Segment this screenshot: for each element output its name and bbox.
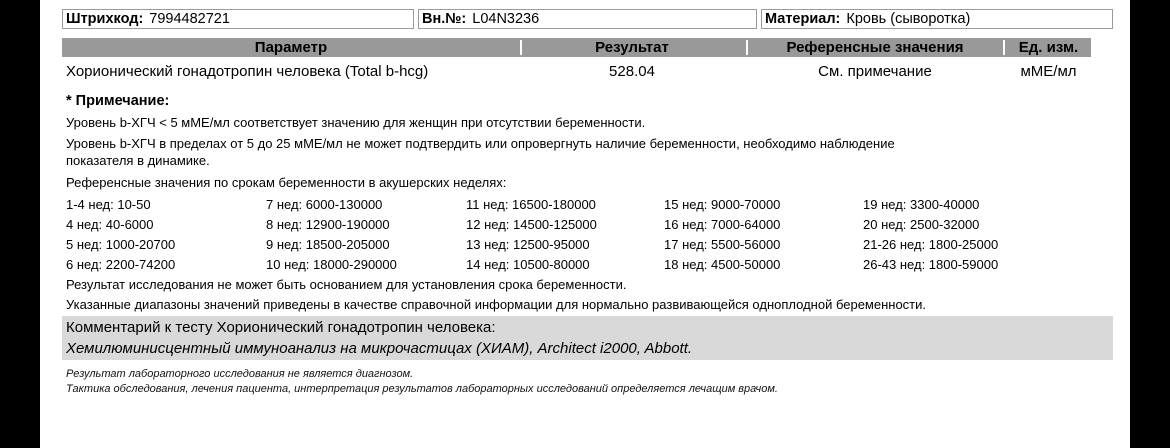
column-header-reference: Референсные значения [786,39,964,56]
table-row [62,62,1091,82]
week-range: 13 нед: 12500-95000 [466,237,590,252]
column-divider [1003,40,1005,55]
week-range: 15 нед: 9000-70000 [664,197,781,212]
week-range: 11 нед: 16500-180000 [466,197,596,212]
column-header-result: Результат [595,39,669,56]
results-table-header [62,38,1091,57]
note-line: Референсные значения по срокам беременности в акушерских неделях: [66,175,507,190]
week-range: 1-4 нед: 10-50 [66,197,151,212]
week-range: 21-26 нед: 1800-25000 [863,237,999,252]
week-range: 16 нед: 7000-64000 [664,217,781,232]
disclaimer-line: Результат лабораторного исследования не является диагнозом. [66,368,414,380]
material-field [761,9,1113,29]
week-range: 6 нед: 2200-74200 [66,257,176,272]
lab-report-page [40,0,1130,448]
week-range: 4 нед: 40-6000 [66,217,154,232]
material-value: Кровь (сыворотка) [846,11,971,27]
week-range: 8 нед: 12900-190000 [266,217,390,232]
note-title: * Примечание: [66,93,170,109]
note-line: Результат исследования не может быть основанием для установления срока беременности. [66,277,627,292]
column-divider [520,40,522,55]
internal-number-value: L04N3236 [472,11,540,27]
week-range: 7 нед: 6000-130000 [266,197,383,212]
note-line: Указанные диапазоны значений приведены в качестве справочной информации для нормально развивающейся одноплодной беременности. [66,297,927,312]
week-range: 17 нед: 5500-56000 [664,237,781,252]
note-line: Уровень b-ХГЧ < 5 мМЕ/мл соответствует значению для женщин при отсутствии беременности. [66,115,646,130]
cell-result: 528.04 [609,63,655,80]
week-range: 20 нед: 2500-32000 [863,217,980,232]
gestational-reference-grid [66,195,1106,275]
week-range: 9 нед: 18500-205000 [266,237,390,252]
week-range: 12 нед: 14500-125000 [466,217,597,232]
week-range: 14 нед: 10500-80000 [466,257,590,272]
week-range: 19 нед: 3300-40000 [863,197,980,212]
barcode-label: Штрихкод: [66,11,144,27]
cell-parameter: Хорионический гонадотропин человека (Total b-hcg) [66,63,429,80]
barcode-field [62,9,414,29]
test-comment-box [62,316,1113,360]
cell-unit: мМЕ/мл [1020,63,1077,80]
barcode-value: 7994482721 [149,11,230,27]
disclaimer-line: Тактика обследования, лечения пациента, интерпретация результатов лабораторных исследований определяется лечащим врачом. [66,383,778,395]
cell-reference: См. примечание [818,63,932,80]
week-range: 26-43 нед: 1800-59000 [863,257,999,272]
week-range: 18 нед: 4500-50000 [664,257,781,272]
week-range: 5 нед: 1000-20700 [66,237,176,252]
comment-title: Комментарий к тесту Хорионический гонадотропин человека: [66,319,496,336]
internal-number-field [418,9,757,29]
column-header-parameter: Параметр [254,39,328,56]
internal-number-label: Вн.№: [422,11,467,27]
note-line: Уровень b-ХГЧ в пределах от 5 до 25 мМЕ/мл не может подтвердить или опровергнуть наличие беременности, необходимо наблюдение [66,136,895,151]
column-header-unit: Ед. изм. [1018,39,1079,56]
comment-method: Хемилюминисцентный иммуноанализ на микрочастицах (ХИАМ), Architect i2000, Abbott. [66,340,693,357]
material-label: Материал: [765,11,841,27]
note-line: показателя в динамике. [66,153,210,168]
week-range: 10 нед: 18000-290000 [266,257,397,272]
